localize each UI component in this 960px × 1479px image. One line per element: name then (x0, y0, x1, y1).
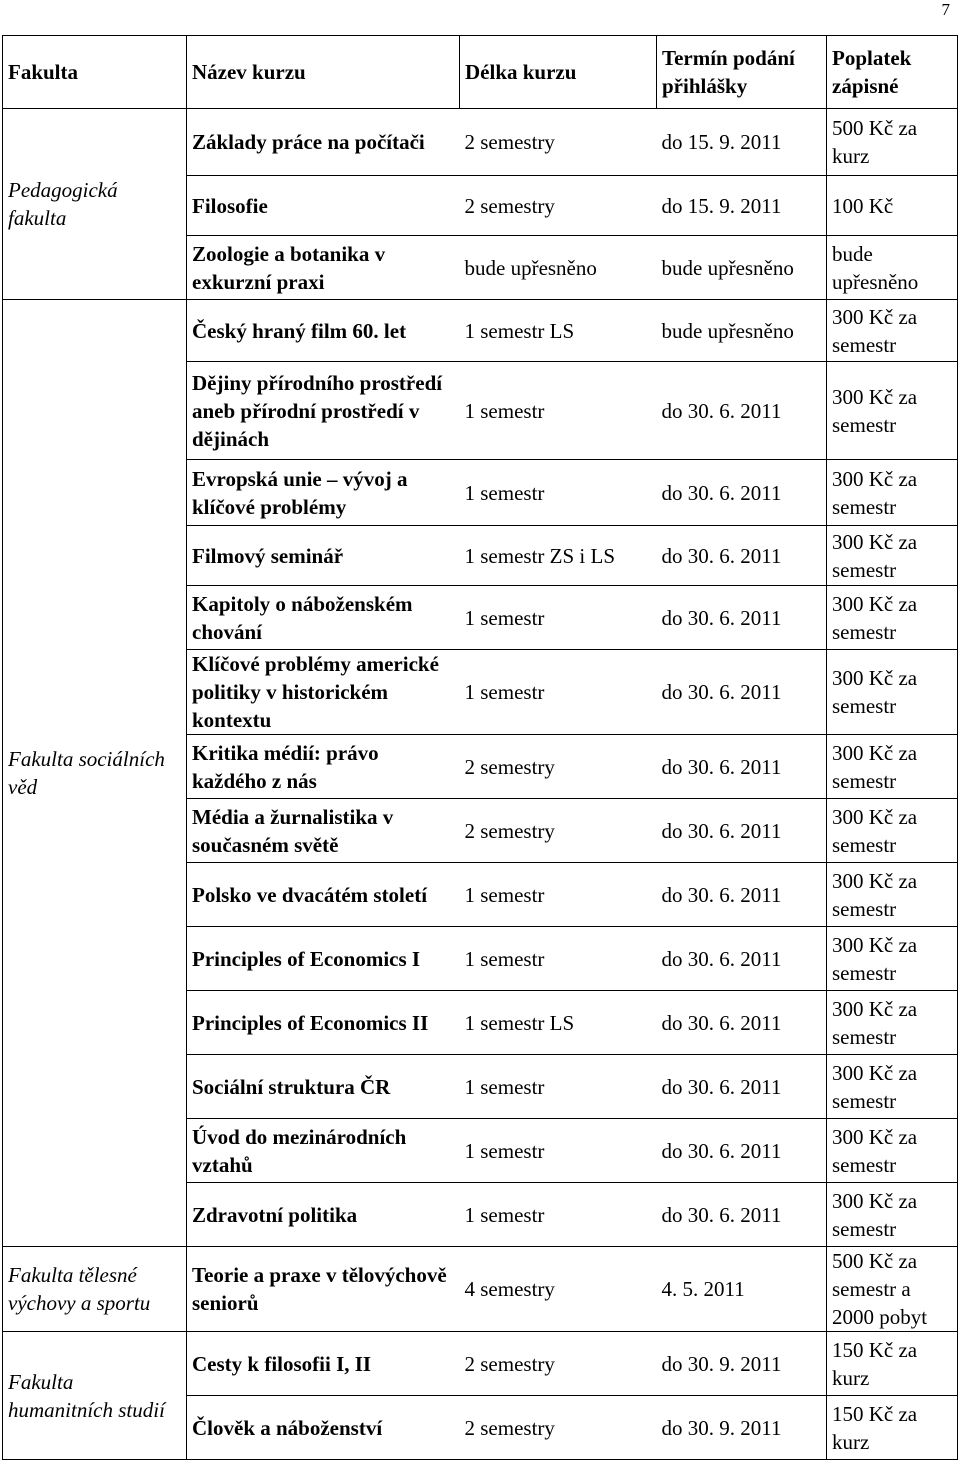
course-fee: 300 Kč za semestr (827, 799, 958, 863)
application-deadline: bude upřesněno (657, 236, 827, 300)
header-faculty: Fakulta (3, 36, 187, 109)
course-fee: 300 Kč za semestr (827, 460, 958, 526)
course-length: 1 semestr (460, 1183, 657, 1247)
application-deadline: do 30. 9. 2011 (657, 1332, 827, 1396)
course-fee: 150 Kč za kurz (827, 1332, 958, 1396)
application-deadline: do 15. 9. 2011 (657, 109, 827, 176)
course-name: Český hraný film 60. let (187, 300, 460, 362)
course-fee: 300 Kč za semestr (827, 1183, 958, 1247)
course-name: Evropská unie – vývoj a klíčové problémy (187, 460, 460, 526)
course-name: Principles of Economics II (187, 991, 460, 1055)
application-deadline: do 30. 6. 2011 (657, 799, 827, 863)
course-name: Klíčové problémy americké politiky v historickém kontextu (187, 650, 460, 735)
courses-table (2, 35, 958, 1460)
course-length: 2 semestry (460, 176, 657, 236)
application-deadline: 4. 5. 2011 (657, 1247, 827, 1332)
course-name: Základy práce na počítači (187, 109, 460, 176)
course-length: 1 semestr LS (460, 991, 657, 1055)
application-deadline: do 30. 6. 2011 (657, 1055, 827, 1119)
course-length: 1 semestr (460, 927, 657, 991)
course-length: 1 semestr (460, 362, 657, 460)
table-row (3, 300, 958, 362)
header-row (3, 36, 958, 109)
application-deadline: do 30. 6. 2011 (657, 927, 827, 991)
course-fee: 100 Kč (827, 176, 958, 236)
application-deadline: do 30. 6. 2011 (657, 460, 827, 526)
application-deadline: do 30. 6. 2011 (657, 1119, 827, 1183)
header-length: Délka kurzu (460, 36, 657, 109)
faculty-telesne: Fakulta tělesné výchovy a sportu (3, 1247, 187, 1332)
course-name: Filosofie (187, 176, 460, 236)
application-deadline: do 30. 6. 2011 (657, 863, 827, 927)
course-length: 2 semestry (460, 1332, 657, 1396)
table-row (3, 109, 958, 176)
course-name: Člověk a náboženství (187, 1396, 460, 1460)
course-fee: 300 Kč za semestr (827, 991, 958, 1055)
application-deadline: do 30. 6. 2011 (657, 1183, 827, 1247)
course-length: 1 semestr (460, 863, 657, 927)
course-length: 2 semestry (460, 1396, 657, 1460)
course-length: 2 semestry (460, 109, 657, 176)
course-name: Principles of Economics I (187, 927, 460, 991)
table-row (3, 1247, 958, 1332)
course-fee: 300 Kč za semestr (827, 650, 958, 735)
course-fee: 500 Kč za semestr a 2000 pobyt (827, 1247, 958, 1332)
course-fee: 300 Kč za semestr (827, 927, 958, 991)
faculty-humanitni: Fakulta humanitních studií (3, 1332, 187, 1460)
application-deadline: do 30. 6. 2011 (657, 362, 827, 460)
application-deadline: do 30. 6. 2011 (657, 650, 827, 735)
course-name: Filmový seminář (187, 526, 460, 586)
course-fee: bude upřesněno (827, 236, 958, 300)
course-fee: 300 Kč za semestr (827, 1055, 958, 1119)
course-length: 1 semestr (460, 1055, 657, 1119)
application-deadline: do 30. 9. 2011 (657, 1396, 827, 1460)
course-name: Zdravotní politika (187, 1183, 460, 1247)
course-length: 1 semestr (460, 460, 657, 526)
header-course: Název kurzu (187, 36, 460, 109)
course-name: Dějiny přírodního prostředí aneb přírodní prostředí v dějinách (187, 362, 460, 460)
course-fee: 300 Kč za semestr (827, 586, 958, 650)
course-fee: 300 Kč za semestr (827, 1119, 958, 1183)
course-length: 1 semestr (460, 1119, 657, 1183)
course-length: 1 semestr ZS i LS (460, 526, 657, 586)
course-length: 2 semestry (460, 799, 657, 863)
course-length: 2 semestry (460, 735, 657, 799)
course-name: Média a žurnalistika v současném světě (187, 799, 460, 863)
course-length: 1 semestr (460, 650, 657, 735)
course-name: Polsko ve dvacátém století (187, 863, 460, 927)
course-name: Cesty k filosofii I, II (187, 1332, 460, 1396)
course-length: 1 semestr (460, 586, 657, 650)
header-deadline: Termín podání přihlášky (657, 36, 827, 109)
course-fee: 300 Kč za semestr (827, 300, 958, 362)
course-name: Teorie a praxe v tělovýchově seniorů (187, 1247, 460, 1332)
course-name: Sociální struktura ČR (187, 1055, 460, 1119)
course-name: Kapitoly o náboženském chování (187, 586, 460, 650)
faculty-pedagogicka: Pedagogická fakulta (3, 109, 187, 300)
page-number: 7 (941, 0, 950, 19)
course-fee: 300 Kč za semestr (827, 362, 958, 460)
application-deadline: do 30. 6. 2011 (657, 991, 827, 1055)
application-deadline: do 30. 6. 2011 (657, 586, 827, 650)
course-name: Kritika médií: právo každého z nás (187, 735, 460, 799)
application-deadline: do 30. 6. 2011 (657, 735, 827, 799)
application-deadline: bude upřesněno (657, 300, 827, 362)
table-row (3, 1332, 958, 1396)
course-fee: 150 Kč za kurz (827, 1396, 958, 1460)
course-fee: 300 Kč za semestr (827, 863, 958, 927)
course-fee: 500 Kč za kurz (827, 109, 958, 176)
course-length: bude upřesněno (460, 236, 657, 300)
course-fee: 300 Kč za semestr (827, 735, 958, 799)
course-name: Zoologie a botanika v exkurzní praxi (187, 236, 460, 300)
course-length: 1 semestr LS (460, 300, 657, 362)
application-deadline: do 30. 6. 2011 (657, 526, 827, 586)
course-name: Úvod do mezinárodních vztahů (187, 1119, 460, 1183)
header-fee: Poplatek zápisné (827, 36, 958, 109)
course-fee: 300 Kč za semestr (827, 526, 958, 586)
faculty-socialni: Fakulta sociálních věd (3, 300, 187, 1247)
course-length: 4 semestry (460, 1247, 657, 1332)
application-deadline: do 15. 9. 2011 (657, 176, 827, 236)
